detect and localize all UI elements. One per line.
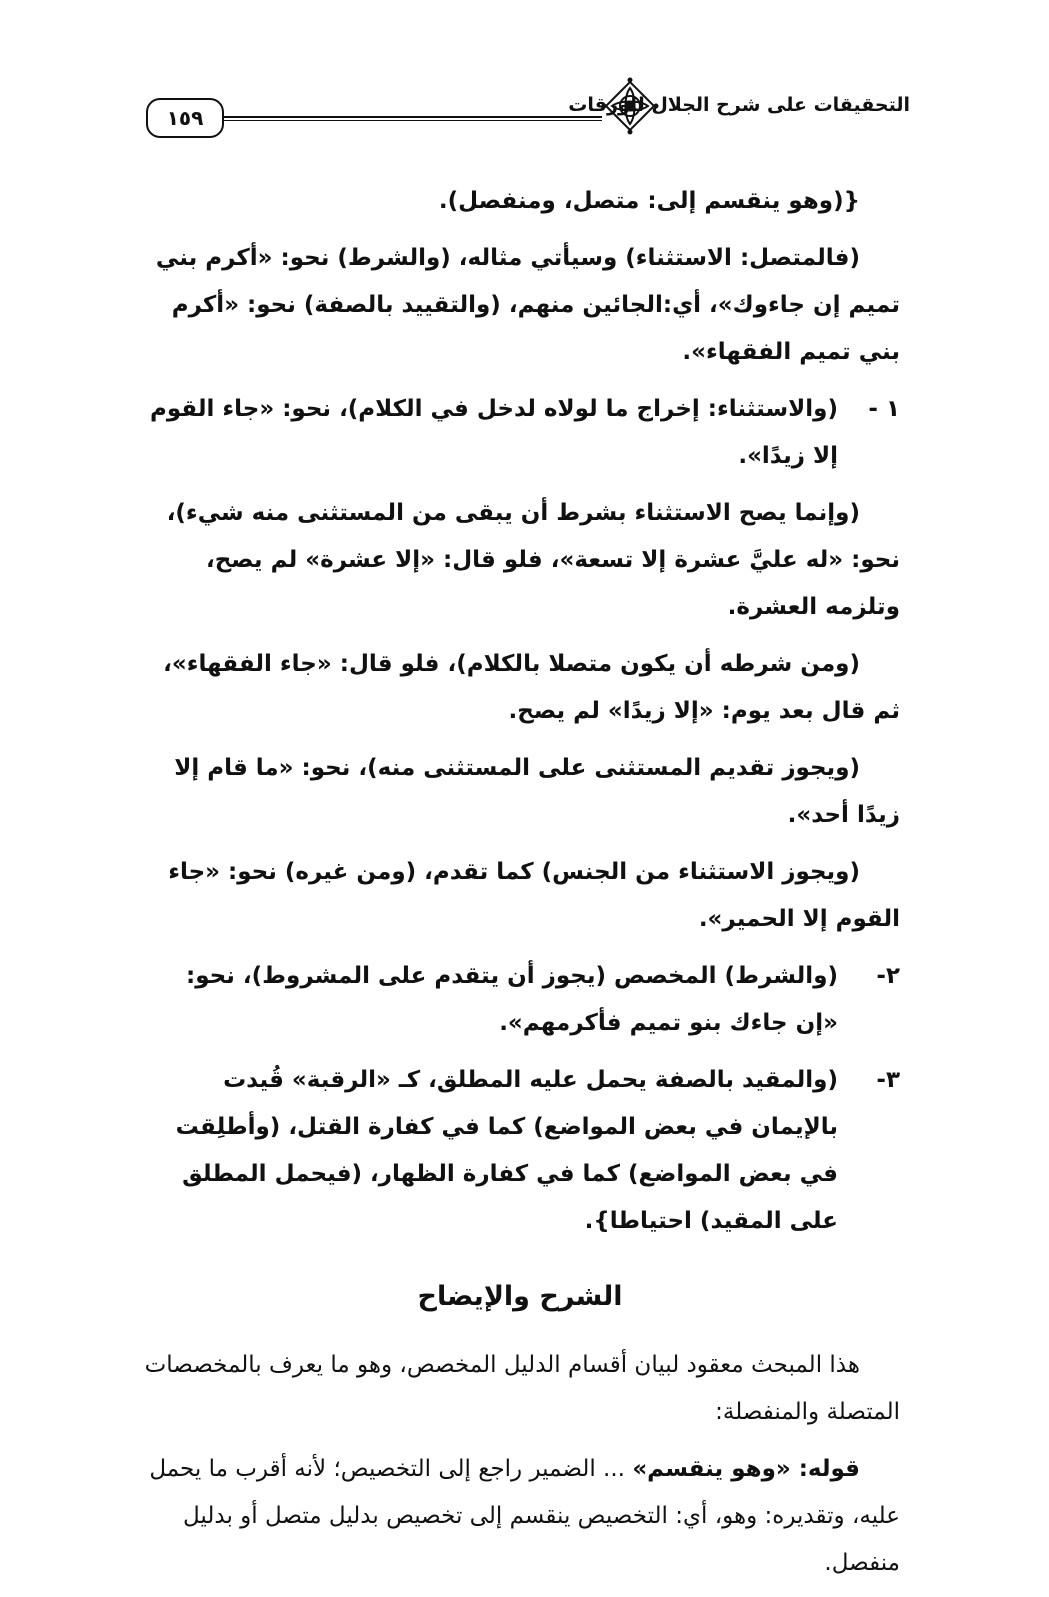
page-number: ١٥٩ — [146, 98, 224, 138]
sharh-paragraph-1: هذا المبحث معقود لبيان أقسام الدليل المخصص، وهو ما يعرف بالمخصصات المتصلة والمنفصلة: — [144, 1352, 900, 1425]
matn-paragraph-2: (فالمتصل: الاستثناء) وسيأتي مثاله، (والشرط) نحو: «أكرم بني تميم إن جاءوك»، أي:الجائين منهم، (والتقييد بالصفة) نحو: «أكرم بني تميم الفقهاء». — [155, 245, 900, 365]
page-header — [140, 76, 910, 136]
quoted-phrase: قوله: «وهو ينقسم» — [632, 1456, 860, 1482]
numbered-item-2 — [140, 953, 900, 1047]
sharh-paragraph-2 — [140, 1446, 900, 1587]
matn-paragraph-3: (وإنما يصح الاستثناء بشرط أن يبقى من المستثنى منه شيء)، نحو: «له عليَّ عشرة إلا تسعة»، فلو قال: «إلا عشرة» لم يصح، وتلزمه العشرة. — [166, 500, 900, 620]
matn-paragraph-1: {(وهو ينقسم إلى: متصل، ومنفصل). — [438, 188, 860, 214]
item-text: (والشرط) المخصص (يجوز أن يتقدم على المشروط)، نحو: «إن جاءك بنو تميم فأكرمهم». — [186, 963, 838, 1036]
item-number: ١ - — [868, 396, 900, 422]
matn-paragraph-6: (ويجوز الاستثناء من الجنس) كما تقدم، (ومن غيره) نحو: «جاء القوم إلا الحمير». — [168, 859, 900, 932]
item-number: ٢- — [876, 963, 900, 989]
commentary-text: ... الضمير راجع إلى التخصيص؛ لأنه أقرب ما يحمل عليه، وتقديره: وهو، أي: التخصيص ينقسم إلى تخصيص بدليل متصل أو بدليل منفصل. — [149, 1456, 900, 1576]
numbered-item-3 — [140, 1057, 900, 1245]
item-text: (والمقيد بالصفة يحمل عليه المطلق، كـ «الرقبة» قُيدت بالإيمان في بعض المواضع) كما في كفارة القتل، (وأطلِقت في بعض المواضع) كما في كفارة الظهار، (فيحمل المطلق على المقيد) احتياطا}. — [175, 1067, 838, 1234]
numbered-item-1 — [140, 386, 900, 480]
matn-paragraph-4: (ومن شرطه أن يكون متصلا بالكلام)، فلو قال: «جاء الفقهاء»، ثم قال بعد يوم: «إلا زيدًا» لم يصح. — [163, 651, 900, 724]
page-body — [140, 178, 900, 1597]
header-rule — [222, 116, 602, 118]
matn-paragraph-5: (ويجوز تقديم المستثنى على المستثنى منه)، نحو: «ما قام إلا زيدًا أحد». — [174, 755, 900, 828]
running-title: التحقيقات على شرح الجلال للورقات — [568, 94, 910, 116]
item-number: ٣- — [876, 1067, 900, 1093]
header-rule-thin — [222, 120, 602, 121]
section-heading: الشرح والإيضاح — [417, 1281, 623, 1312]
item-text: (والاستثناء: إخراج ما لولاه لدخل في الكلام)، نحو: «جاء القوم إلا زيدًا». — [150, 396, 838, 469]
